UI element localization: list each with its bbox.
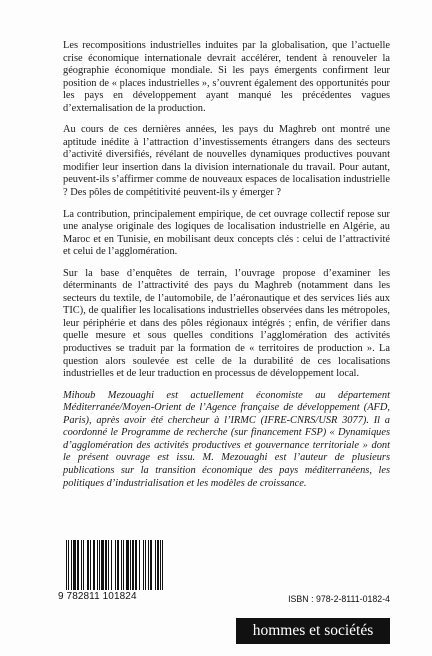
author-bio: Mihoub Mezouaghi est actuellement économiste au département Méditerranée/Moyen-Orient de l’Agence française de développement (AFD, Paris), après avoir été chercheur à l’IRMC (IFRE-CNRS/USR 3077). Il a coordonné le Programme de recherche (sur financement FSP) « Dynamiques d’agglomération des activités productives et gouvernance territoriale » dont le présent ouvrage est issu. M. Mezouaghi est l’auteur de plusieurs publications sur la transition économique des pays méditerranéens, les politiques d’industrialisation et les modèles de croissance.: [63, 389, 390, 489]
blurb: [63, 40, 390, 499]
barcode-bar: [155, 540, 156, 590]
barcode-bar: [108, 540, 109, 590]
barcode-bar: [123, 540, 124, 590]
barcode-bar: [111, 540, 112, 590]
barcode-bar: [71, 540, 72, 590]
barcode-bar: [87, 540, 89, 590]
blurb-paragraph-4: Sur la base d’enquêtes de terrain, l’ouvrage propose d’examiner les déterminants de l’attractivité des pays du Maghreb (notamment dans les secteurs du textile, de l’automobile, de l’aéronautique et des services liés aux TIC), de qualifier les localisations industrielles observées dans les métropoles, leur périphérie et dans des pôles régionaux intégrés ; enfin, de vérifier dans quelle mesure et sous quelles conditions l’agglomération des activités productives se traduit par la formation de « territoires de production ». La question alors soulevée est celle de la durabilité de ces localisations industrielles et de leur traduction en processus de développement local.: [63, 267, 390, 380]
barcode: [58, 540, 167, 604]
barcode-bar: [68, 540, 69, 590]
barcode-bar: [139, 540, 140, 590]
barcode-bar: [101, 540, 104, 590]
barcode-bar: [105, 540, 107, 590]
series-banner: hommes et sociétés: [236, 618, 390, 644]
barcode-bar: [90, 540, 91, 590]
barcode-bar: [126, 540, 129, 590]
barcode-bar: [77, 540, 79, 590]
barcode-bar: [145, 540, 146, 590]
barcode-bar: [130, 540, 131, 590]
barcode-bar: [93, 540, 95, 590]
barcode-bar: [132, 540, 134, 590]
barcode-bar: [160, 540, 161, 590]
barcode-bar: [99, 540, 100, 590]
blurb-paragraph-2: Au cours de ces dernières années, les pays du Maghreb ont montré une aptitude inédite à l’attraction d’investissements étrangers dans des secteurs d’activité diversifiés, révélant de nouvelles dynamiques productives pouvant modifier leur insertion dans la division internationale du travail. Pour autant, peuvent-ils s’affirmer comme de nouveaux espaces de localisation industrielle ? Des pôles de compétitivité peuvent-ils y émerger ?: [63, 124, 390, 199]
barcode-bar: [135, 540, 137, 590]
barcode-bar: [157, 540, 159, 590]
barcode-bars: [64, 540, 167, 590]
barcode-bar: [81, 540, 82, 590]
barcode-bar: [73, 540, 76, 590]
barcode-bar: [150, 540, 152, 590]
barcode-bar: [148, 540, 149, 590]
barcode-bar: [143, 540, 144, 590]
isbn-label: ISBN : 978-2-8111-0182-4: [288, 594, 390, 604]
barcode-bar: [97, 540, 98, 590]
barcode-bar: [115, 540, 116, 590]
barcode-bar: [83, 540, 84, 590]
barcode-number: 9 782811 101824: [58, 591, 137, 602]
barcode-bar: [121, 540, 122, 590]
blurb-paragraph-3: La contribution, principalement empirique, de cet ouvrage collectif repose sur une analyse originale des logiques de localisation industrielle en Algérie, au Maroc et en Tunisie, en mobilisant deux concepts clés : celui de l’attractivité et celui de l’agglomération.: [63, 208, 390, 258]
barcode-bar: [117, 540, 119, 590]
blurb-paragraph-1: Les recompositions industrielles induites par la globalisation, que l’actuelle crise économique internationale devrait accélérer, tendent à renouveler la géographie économique mondiale. Si les pays émergents confirment leur position de « places industrielles », s’ouvrent également des opportunités pour les pays en développement ayant manqué les précédentes vagues d’externalisation de la production.: [63, 40, 390, 114]
barcode-bar: [162, 540, 163, 590]
barcode-bar: [66, 540, 67, 590]
